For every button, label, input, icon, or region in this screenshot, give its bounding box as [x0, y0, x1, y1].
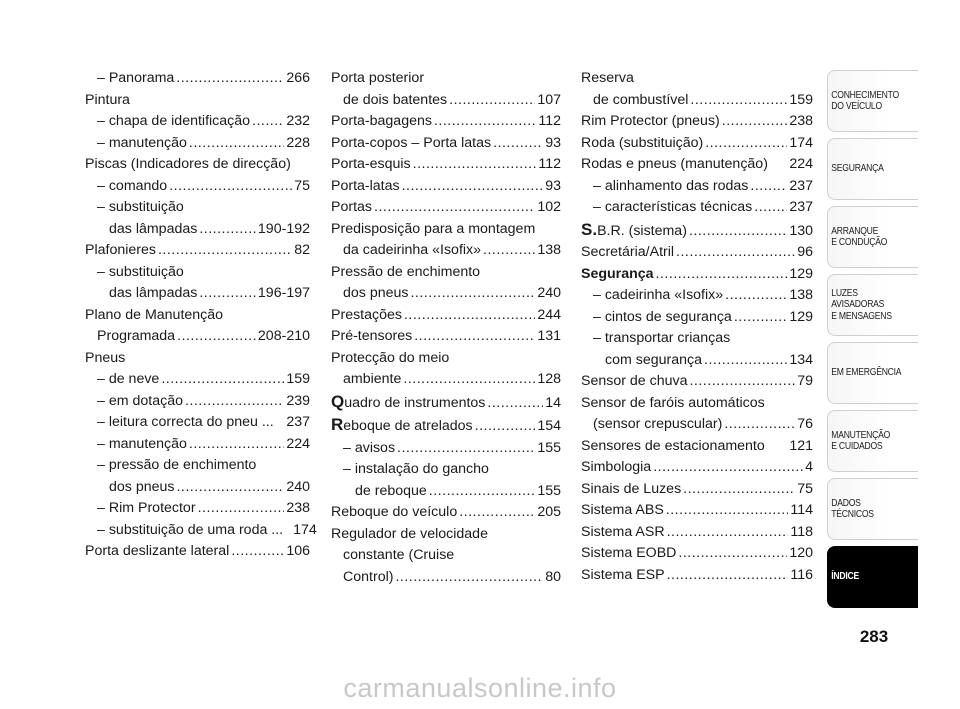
- index-entry-label: – em dotação: [97, 392, 183, 409]
- dot-leader: [653, 457, 803, 479]
- index-entry[interactable]: [331, 305, 561, 327]
- index-entry[interactable]: [581, 219, 813, 243]
- section-tab[interactable]: [827, 138, 918, 200]
- index-entry-label: Protecção do meio: [331, 349, 450, 366]
- index-entry[interactable]: [85, 90, 310, 112]
- dot-leader: [475, 416, 536, 438]
- index-entry[interactable]: [85, 369, 310, 391]
- section-tab-label: LUZES AVISADORAS E MENSAGENS: [831, 286, 892, 322]
- section-tab-label: MANUTENÇÃO E CUIDADOS: [831, 428, 891, 452]
- index-entry-label: Roda (substituição): [581, 134, 704, 151]
- index-entry-label: das lâmpadas: [109, 285, 198, 301]
- index-entry[interactable]: [331, 391, 561, 415]
- index-entry[interactable]: [85, 197, 310, 240]
- index-entry-page: 129: [789, 308, 813, 325]
- dot-leader: [434, 111, 536, 133]
- index-entry-label: – Rim Protector: [97, 500, 196, 516]
- index-entry[interactable]: [331, 524, 561, 589]
- index-entry-label: Pressão de enchimento: [331, 263, 481, 280]
- index-entry[interactable]: [85, 520, 317, 542]
- dot-leader: [667, 565, 789, 587]
- index-entry-page: 155: [537, 482, 561, 499]
- index-entry[interactable]: [85, 68, 310, 90]
- index-entry-label: Programada: [97, 328, 176, 344]
- index-entry[interactable]: [331, 219, 561, 262]
- dot-leader: [189, 434, 284, 456]
- index-letter-initial: R: [331, 415, 344, 434]
- index-entry-label: (sensor crepuscular): [593, 416, 723, 432]
- index-entry-page: 107: [537, 91, 561, 108]
- index-entry-page: 205: [537, 504, 561, 520]
- index-entry-label: das lâmpadas: [109, 220, 198, 237]
- index-entry-page: 80: [545, 568, 561, 585]
- index-entry-label: – características técnicas: [593, 199, 753, 215]
- index-entry-label: – pressão de enchimento: [97, 457, 257, 473]
- index-entry-page: 79: [797, 373, 813, 389]
- index-entry-label: Secretária/Atril: [581, 244, 675, 260]
- index-entry[interactable]: [581, 264, 813, 286]
- index-entry-label: Porta-copos – Porta latas: [331, 134, 492, 151]
- section-tab[interactable]: [827, 410, 918, 472]
- index-entry-page: 238: [789, 113, 813, 129]
- section-tab-label: CONHECIMENTO DO VEÍCULO: [831, 88, 899, 112]
- index-entry-page: 112: [538, 156, 561, 172]
- index-entry-label: com segurança: [605, 351, 702, 368]
- index-entry-label: – substituição: [97, 199, 184, 215]
- dot-leader: [177, 326, 256, 348]
- dot-leader: [198, 498, 285, 520]
- index-entry[interactable]: [581, 436, 813, 458]
- dot-leader: [483, 240, 535, 262]
- index-entry-label: Prestações: [331, 306, 402, 323]
- index-entry[interactable]: [581, 111, 813, 133]
- index-entry-page: 121: [789, 437, 813, 454]
- index-entry-page: 240: [537, 285, 561, 301]
- index-entry-page: 131: [537, 328, 561, 344]
- index-entry[interactable]: [581, 457, 813, 479]
- index-entry-page: 82: [294, 242, 310, 258]
- dot-leader: [750, 176, 787, 198]
- index-entry-label: Reboque de atrelados: [331, 415, 473, 434]
- index-entry-label: – leitura correcta do pneu ...: [97, 414, 274, 430]
- index-entry-label: Porta deslizante lateral: [85, 543, 230, 559]
- index-entry-label: de reboque: [355, 482, 427, 499]
- index-entry-label: de combustível: [593, 91, 689, 108]
- index-entry-page: 76: [797, 416, 813, 432]
- dot-leader: [395, 567, 543, 589]
- index-entry-page: 174: [293, 521, 317, 538]
- index-entry-page: 116: [790, 566, 813, 583]
- section-tab-label: EM EMERGÊNCIA: [831, 366, 902, 379]
- index-entry-page: 155: [537, 439, 561, 456]
- section-tab-label: SEGURANÇA: [831, 162, 884, 175]
- index-entry-label: Plano de Manutenção: [85, 306, 224, 323]
- dot-leader: [413, 154, 537, 176]
- index-column-1: [85, 68, 317, 563]
- dot-leader: [158, 240, 292, 262]
- dot-leader: [404, 305, 535, 327]
- index-entry-page: 238: [286, 500, 310, 516]
- index-entry-page: 4: [805, 459, 813, 475]
- index-entry[interactable]: [85, 412, 310, 434]
- index-entry-label: – Panorama: [97, 70, 175, 86]
- dot-leader: [459, 502, 535, 524]
- section-tab[interactable]: [827, 342, 918, 404]
- index-entry[interactable]: [581, 500, 813, 522]
- index-entry-page: 190-192: [257, 220, 310, 237]
- index-entry-label: Sistema ABS: [581, 502, 664, 518]
- index-column-3: [581, 68, 813, 586]
- section-tab-label: DADOS TÉCNICOS: [831, 496, 874, 520]
- index-entry-label: – instalação do gancho: [343, 461, 489, 477]
- dot-leader: [252, 111, 284, 133]
- index-entry[interactable]: [331, 197, 561, 219]
- index-entry-page: 129: [789, 265, 813, 282]
- index-entry[interactable]: [85, 176, 310, 198]
- index-entry-page: 244: [537, 306, 561, 323]
- index-entry[interactable]: [581, 307, 813, 329]
- index-entry[interactable]: [581, 393, 813, 436]
- index-entry-label: – manutenção: [97, 134, 187, 151]
- section-tabs: [827, 70, 918, 614]
- section-tab[interactable]: [827, 206, 918, 268]
- index-entry-label: Sinais de Luzes: [581, 480, 682, 497]
- dot-leader: [754, 197, 787, 219]
- dot-leader: [705, 133, 787, 155]
- index-entry-page: 93: [545, 134, 561, 151]
- index-letter-initial: Q: [331, 391, 345, 411]
- dot-leader: [161, 369, 284, 391]
- index-entry-label: Control): [343, 568, 394, 585]
- index-entry[interactable]: [85, 111, 310, 133]
- index-entry-page: 266: [286, 70, 310, 86]
- index-entry-label: Porta-latas: [331, 177, 400, 194]
- dot-leader: [231, 541, 284, 563]
- dot-leader: [199, 219, 256, 241]
- index-entry[interactable]: [331, 438, 561, 460]
- index-entry[interactable]: [581, 371, 813, 393]
- dot-leader: [704, 350, 787, 372]
- index-entry[interactable]: [85, 262, 310, 305]
- index-entry[interactable]: [331, 348, 561, 391]
- index-entry-label: Simbologia: [581, 459, 652, 475]
- index-entry-page: 128: [537, 371, 561, 387]
- index-entry-page: 154: [537, 418, 561, 434]
- dot-leader: [374, 197, 535, 219]
- index-entry-page: 224: [789, 156, 813, 172]
- index-entry[interactable]: [331, 459, 561, 502]
- index-entry-page: 237: [789, 177, 813, 194]
- section-tab-label: ARRANQUE E CONDUÇÃO: [831, 224, 888, 248]
- index-entry[interactable]: [331, 262, 561, 305]
- dot-leader: [176, 68, 284, 90]
- index-letter-initial: S.: [581, 219, 598, 239]
- index-entry[interactable]: [331, 414, 561, 438]
- dot-leader: [169, 176, 292, 198]
- index-entry-page: 93: [545, 177, 561, 194]
- index-entry-label: Pré-tensores: [331, 328, 413, 344]
- index-entry-label: da cadeirinha «Isofix»: [343, 242, 482, 258]
- dot-leader: [410, 283, 535, 305]
- index-entry-label: – chapa de identificação: [97, 113, 251, 129]
- index-entry[interactable]: [581, 479, 813, 501]
- index-entry-label: Sensor de chuva: [581, 373, 688, 389]
- dot-leader: [199, 283, 256, 305]
- index-entry[interactable]: [331, 133, 561, 155]
- index-entry[interactable]: [581, 154, 813, 176]
- dot-leader: [656, 264, 788, 286]
- index-entry-page: 75: [294, 177, 310, 194]
- index-entry[interactable]: [85, 391, 310, 413]
- dot-leader: [493, 133, 543, 155]
- index-entry-page: 138: [537, 242, 561, 258]
- index-entry-page: 118: [790, 523, 813, 540]
- page-number: 283: [859, 627, 889, 646]
- dot-leader: [676, 242, 795, 264]
- index-entry-page: 112: [538, 113, 561, 129]
- index-entry-label: Sistema ASR: [581, 523, 665, 540]
- index-entry-page: 159: [286, 371, 310, 387]
- dot-leader: [429, 481, 536, 503]
- index-entry-label: dos pneus: [109, 478, 175, 495]
- dot-leader: [189, 133, 284, 155]
- dot-leader: [690, 90, 787, 112]
- index-entry-page: 237: [789, 199, 813, 215]
- dot-leader: [185, 391, 284, 413]
- index-entry[interactable]: [331, 111, 561, 133]
- index-entry-label: Reserva: [581, 70, 634, 86]
- index-entry[interactable]: [331, 154, 561, 176]
- dot-leader: [725, 285, 787, 307]
- index-entry[interactable]: [331, 326, 561, 348]
- index-entry-label: Quadro de instrumentos: [331, 391, 486, 411]
- index-entry[interactable]: [581, 285, 813, 307]
- index-entry[interactable]: [85, 455, 310, 498]
- index-entry[interactable]: [581, 543, 813, 565]
- index-entry-label: dos pneus: [343, 285, 409, 301]
- index-entry-label: Reboque do veículo: [331, 504, 458, 520]
- index-entry-label: – substituição: [97, 263, 184, 280]
- index-entry-label: Predisposição para a montagem: [331, 220, 536, 237]
- index-entry-label: Rim Protector (pneus): [581, 113, 720, 129]
- index-entry-page: 106: [286, 543, 310, 559]
- index-entry-label: Sistema EOBD: [581, 545, 677, 561]
- index-entry-page: 237: [286, 414, 310, 430]
- index-entry-page: 96: [797, 244, 813, 260]
- dot-leader: [689, 371, 795, 393]
- index-entry-label: Segurança: [581, 265, 654, 282]
- index-entry-label: ambiente: [343, 371, 402, 387]
- index-entry-page: 102: [537, 199, 561, 215]
- index-entry[interactable]: [581, 197, 813, 219]
- index-entry-label: Sistema ESP: [581, 566, 665, 583]
- index-entry[interactable]: [581, 328, 813, 371]
- index-entry-page: 14: [545, 394, 561, 411]
- index-entry-label: Pneus: [85, 349, 126, 366]
- index-entry-label: Pintura: [85, 91, 130, 108]
- dot-leader: [724, 414, 795, 436]
- index-entry[interactable]: [581, 176, 813, 198]
- index-entry-label: – cadeirinha «Isofix»: [593, 287, 724, 303]
- index-entry[interactable]: [581, 133, 813, 155]
- section-tab[interactable]: [827, 70, 918, 132]
- index-entry-label: Rodas e pneus (manutenção): [581, 156, 768, 172]
- index-entry-label: Porta-esquis: [331, 156, 411, 172]
- index-column-2: [331, 68, 561, 588]
- index-entry-label: de dois batentes: [343, 91, 448, 108]
- dot-leader: [734, 307, 788, 329]
- index-entry-page: 196-197: [257, 285, 310, 301]
- index-entry-page: 130: [789, 222, 813, 239]
- dot-leader: [683, 479, 795, 501]
- index-entry[interactable]: [331, 176, 561, 198]
- index-entry[interactable]: [331, 68, 561, 111]
- index-entry-label: – manutenção: [97, 435, 187, 452]
- index-entry-page: 174: [789, 134, 813, 151]
- index-entry-page: 239: [286, 392, 310, 409]
- index-entry-label: Porta-bagagens: [331, 113, 432, 129]
- dot-leader: [689, 221, 787, 243]
- section-tab[interactable]: [827, 274, 918, 336]
- index-entry[interactable]: [581, 522, 813, 544]
- index-entry[interactable]: [581, 242, 813, 264]
- index-entry-page: 224: [286, 435, 310, 452]
- index-entry-page: 232: [286, 113, 310, 129]
- index-entry-label: Portas: [331, 199, 373, 215]
- dot-leader: [487, 393, 543, 415]
- dot-leader: [176, 477, 284, 499]
- index-entry[interactable]: [581, 565, 813, 587]
- index-entry-label: – transportar crianças: [593, 330, 731, 346]
- watermark: carmanualsonline.info: [343, 673, 617, 703]
- dot-leader: [402, 176, 544, 198]
- index-entry-label: S.B.R. (sistema): [581, 219, 687, 239]
- index-entry-label: – alinhamento das rodas: [593, 177, 749, 194]
- index-entry-label: – cintos de segurança: [593, 308, 732, 325]
- index-entry-label: – comando: [97, 177, 168, 194]
- index-entry[interactable]: [85, 434, 310, 456]
- dot-leader: [403, 369, 535, 391]
- section-tab[interactable]: [827, 546, 918, 608]
- index-entry-page: 228: [286, 134, 310, 151]
- dot-leader: [397, 438, 535, 460]
- index-entry[interactable]: [85, 498, 310, 520]
- index-entry-page: 114: [790, 502, 813, 518]
- index-entry[interactable]: [85, 541, 310, 563]
- index-entry-label: Piscas (Indicadores de direcção): [85, 156, 291, 172]
- index-entry[interactable]: [581, 68, 813, 111]
- index-entry-label: – avisos: [343, 439, 396, 456]
- index-entry-label: – substituição de uma roda ...: [97, 521, 284, 538]
- index-entry[interactable]: [85, 154, 310, 176]
- index-entry[interactable]: [85, 305, 310, 348]
- section-tab[interactable]: [827, 478, 918, 540]
- index-entry-page: 208-210: [257, 328, 310, 344]
- index-entry[interactable]: [85, 348, 310, 370]
- index-entry-page: 240: [286, 478, 310, 495]
- dot-leader: [678, 543, 787, 565]
- index-entry-label: – de neve: [97, 371, 160, 387]
- index-entry-label: constante (Cruise: [343, 547, 455, 563]
- index-entry-label: Sensores de estacionamento: [581, 437, 765, 454]
- index-entry-label: Regulador de velocidade: [331, 525, 488, 542]
- section-tab-label: ÍNDICE: [831, 570, 859, 583]
- index-entry[interactable]: [85, 133, 310, 155]
- dot-leader: [722, 111, 788, 133]
- index-entry-page: 138: [789, 287, 813, 303]
- dot-leader: [667, 522, 789, 544]
- dot-leader: [449, 90, 535, 112]
- index-entry-label: Porta posterior: [331, 70, 425, 86]
- index-entry[interactable]: [331, 502, 561, 524]
- index-entry-page: 134: [789, 351, 813, 368]
- index-entry[interactable]: [85, 240, 310, 262]
- index-entry-page: 120: [789, 545, 813, 561]
- index-entry-page: 75: [797, 480, 813, 497]
- index-entry-label: Sensor de faróis automáticos: [581, 394, 765, 411]
- index-entry-page: 159: [789, 91, 813, 108]
- dot-leader: [414, 326, 535, 348]
- dot-leader: [666, 500, 789, 522]
- index-entry-label: Plafonieres: [85, 242, 156, 258]
